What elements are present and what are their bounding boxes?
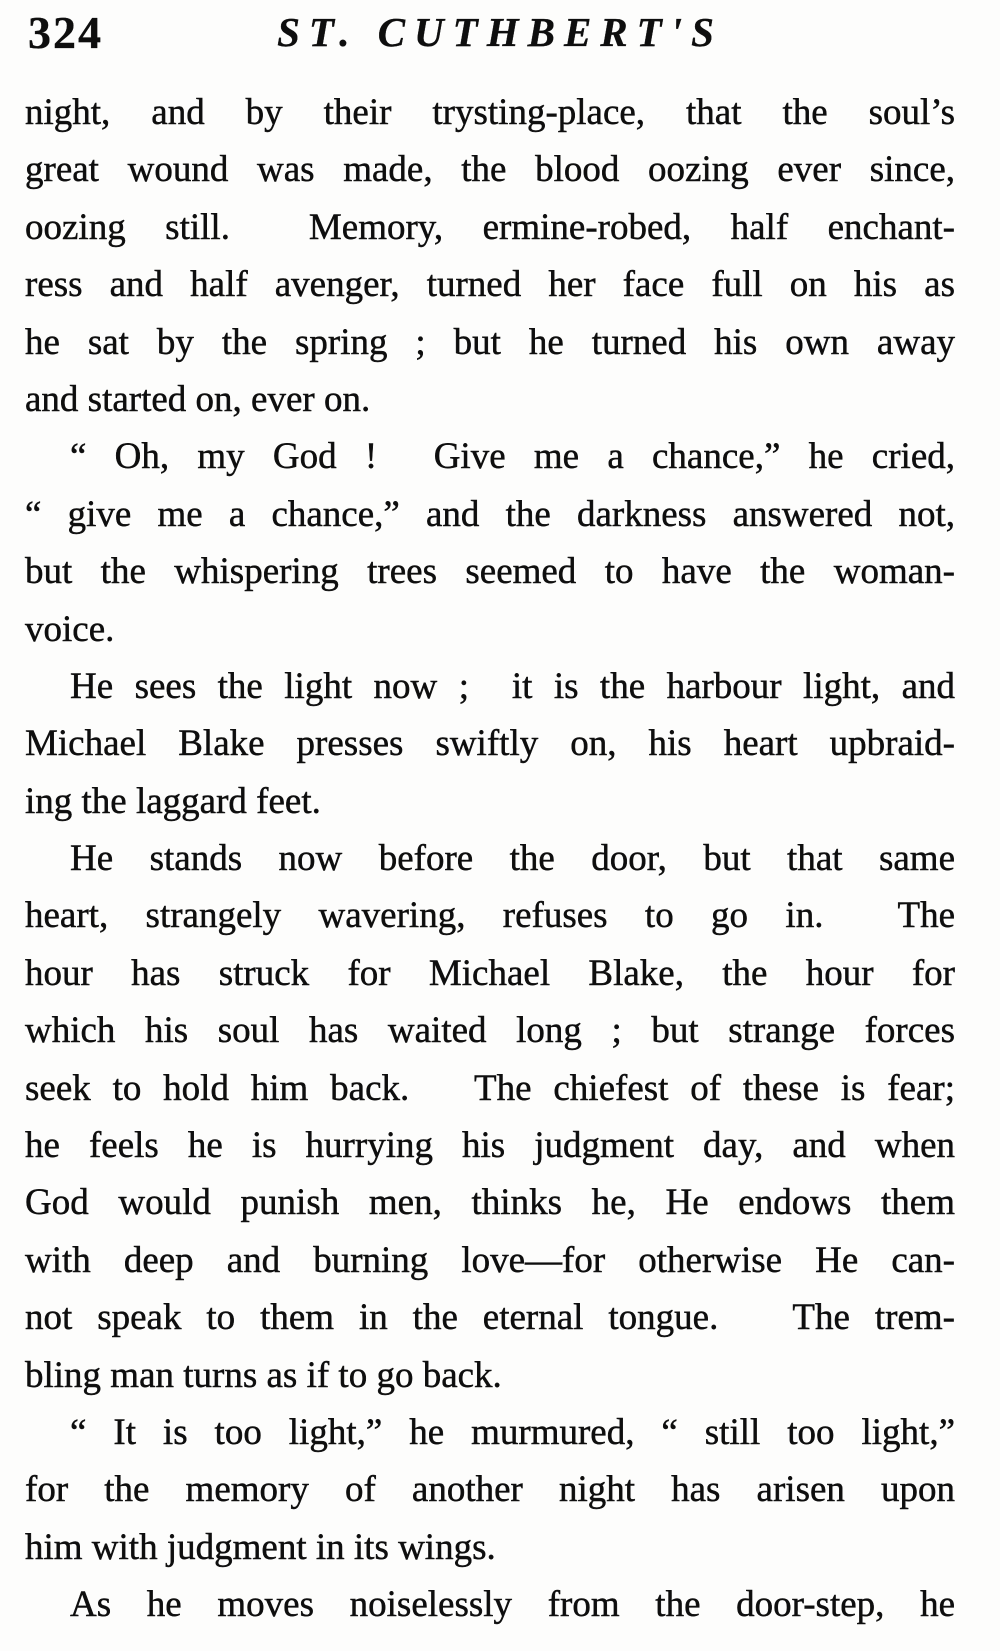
text-line: God would punish men, thinks he, He endows them — [25, 1182, 955, 1224]
text-line: with deep and burning love—for otherwise He can- — [25, 1239, 955, 1281]
page-number: 324 — [28, 7, 103, 58]
text-line: “ Oh, my God ! Give me a chance,” he cried, — [70, 436, 955, 478]
text-line: As he moves noiselessly from the door-step, he — [70, 1584, 955, 1626]
page-header — [0, 0, 1000, 80]
text-line: which his soul has waited long ; but strange forces — [25, 1010, 955, 1052]
text-line: and started on, ever on. — [25, 378, 371, 420]
text-line: night, and by their trysting-place, that the soul’s — [25, 92, 955, 133]
text-line: oozing still. Memory, ermine-robed, half enchant- — [25, 206, 955, 248]
page-body — [25, 84, 955, 1634]
text-line: heart, strangely wavering, refuses to go in. The — [25, 895, 955, 937]
text-line: not speak to them in the eternal tongue. The trem- — [25, 1297, 955, 1339]
text-line: him with judgment in its wings. — [25, 1526, 496, 1568]
text-line: ing the laggard feet. — [25, 780, 321, 822]
text-line: seek to hold him back. The chiefest of these is fear; — [25, 1067, 955, 1109]
text-line: “ It is too light,” he murmured, “ still too light,” — [70, 1411, 955, 1453]
text-line: but the whispering trees seemed to have the woman- — [25, 551, 955, 593]
running-title: ST. CUTHBERT'S — [277, 9, 723, 55]
text-line: for the memory of another night has arisen upon — [25, 1469, 955, 1511]
text-line: ress and half avenger, turned her face full on his as — [25, 264, 955, 306]
text-line: he sat by the spring ; but he turned his own away — [25, 321, 955, 363]
text-line: Michael Blake presses swiftly on, his heart upbraid- — [25, 723, 955, 765]
text-line: He stands now before the door, but that same — [70, 838, 955, 880]
text-line: He sees the light now ; it is the harbour light, and — [70, 665, 955, 707]
text-line: voice. — [25, 608, 115, 650]
text-line: bling man turns as if to go back. — [25, 1354, 502, 1396]
text-line: hour has struck for Michael Blake, the hour for — [25, 952, 955, 994]
text-line: he feels he is hurrying his judgment day, and when — [25, 1125, 955, 1167]
text-line: “ give me a chance,” and the darkness answered not, — [25, 493, 955, 535]
text-line: great wound was made, the blood oozing ever since, — [25, 149, 955, 191]
